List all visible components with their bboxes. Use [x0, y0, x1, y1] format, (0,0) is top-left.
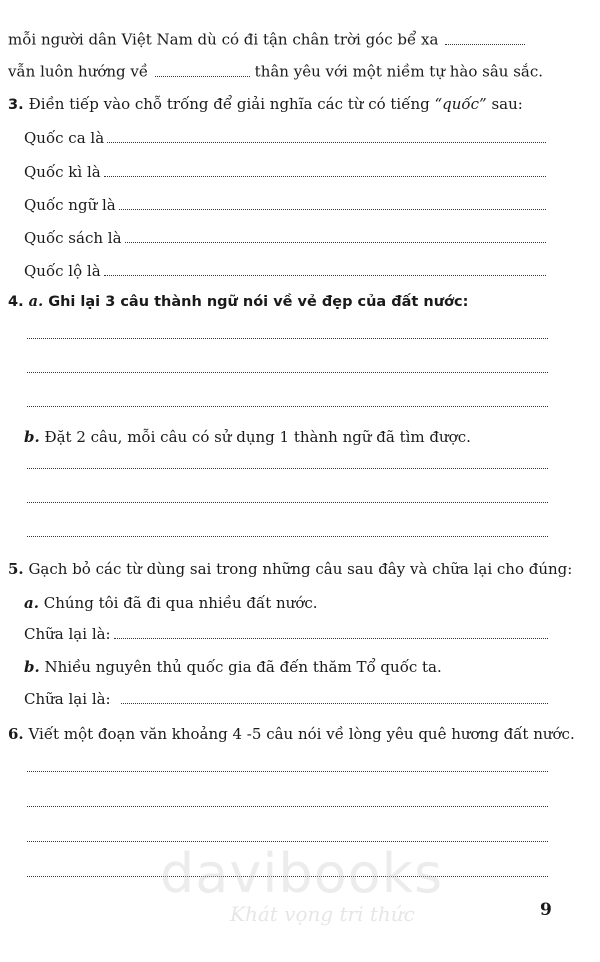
sub-label-b: b. [24, 428, 40, 446]
sub-label-a: a. [28, 293, 44, 310]
question-number: 4. [8, 294, 24, 310]
answer-blank[interactable] [107, 132, 546, 143]
answer-blank[interactable] [104, 265, 546, 276]
q3-item-row [24, 196, 546, 214]
answer-line[interactable] [27, 806, 548, 807]
question-3-text-b: “quốc” [434, 95, 487, 113]
question-6-heading [8, 725, 575, 743]
question-number: 5. [8, 560, 24, 578]
answer-blank[interactable] [445, 30, 525, 45]
intro-line-2 [8, 62, 543, 81]
q3-item-label: Quốc sách là [24, 229, 122, 247]
intro-line-2b-text: thân yêu với một niềm tự hào sâu sắc. [254, 62, 544, 81]
q3-item-row [24, 229, 546, 247]
question-4b-text: Đặt 2 câu, mỗi câu có sử dụng 1 thành ngữ đã tìm được. [44, 428, 471, 446]
answer-line[interactable] [27, 338, 548, 339]
question-3-text-c: sau: [486, 95, 523, 113]
q3-item-label: Quốc kì là [24, 163, 101, 181]
question-4b [24, 428, 471, 446]
intro-line-2a-text: vẫn luôn hướng về [8, 62, 149, 81]
watermark-brand: davibooks [160, 842, 444, 905]
answer-blank[interactable] [125, 232, 546, 243]
correction-label: Chữa lại là: [24, 690, 111, 708]
correction-row [24, 625, 548, 643]
correction-row [24, 690, 548, 708]
q3-item-label: Quốc ngữ là [24, 196, 116, 214]
answer-blank[interactable] [155, 62, 250, 77]
answer-line[interactable] [27, 536, 548, 537]
sub-label-a: a. [24, 594, 39, 612]
q3-item-row [24, 262, 546, 280]
sub-label-b: b. [24, 658, 40, 676]
answer-line[interactable] [27, 468, 548, 469]
correction-label: Chữa lại là: [24, 625, 111, 643]
answer-blank[interactable] [121, 693, 548, 704]
question-4-heading [8, 293, 468, 310]
question-5-text: Gạch bỏ các từ dùng sai trong những câu sau đây và chữa lại cho đúng: [28, 560, 573, 578]
q3-item-row [24, 163, 546, 181]
q3-item-label: Quốc lộ là [24, 262, 101, 280]
answer-blank[interactable] [119, 199, 546, 210]
intro-line-1-text: mỗi người dân Việt Nam dù có đi tận chân trời góc bể xa [8, 30, 439, 49]
question-5b [24, 658, 442, 676]
question-number: 3. [8, 97, 24, 113]
intro-line-1 [8, 30, 525, 49]
question-5a-text: Chúng tôi đã đi qua nhiều đất nước. [43, 594, 318, 612]
answer-line[interactable] [27, 406, 548, 407]
question-3-heading [8, 95, 523, 113]
question-4a-text: Ghi lại 3 câu thành ngữ nói về vẻ đẹp của đất nước: [48, 294, 469, 310]
watermark-slogan: Khát vọng tri thức [230, 902, 415, 926]
question-number: 6. [8, 725, 24, 743]
question-5-heading [8, 560, 572, 578]
question-3-text-a: Điền tiếp vào chỗ trống để giải nghĩa các từ có tiếng [28, 95, 435, 113]
question-5a [24, 594, 318, 612]
question-6-text: Viết một đoạn văn khoảng 4 -5 câu nói về lòng yêu quê hương đất nước. [28, 725, 575, 743]
answer-line[interactable] [27, 771, 548, 772]
answer-blank[interactable] [114, 628, 548, 639]
q3-item-label: Quốc ca là [24, 129, 105, 147]
q3-item-row [24, 129, 546, 147]
page-number: 9 [540, 900, 552, 920]
answer-blank[interactable] [104, 166, 546, 177]
question-5b-text: Nhiều nguyên thủ quốc gia đã đến thăm Tổ quốc ta. [44, 658, 442, 676]
answer-line[interactable] [27, 502, 548, 503]
answer-line[interactable] [27, 372, 548, 373]
